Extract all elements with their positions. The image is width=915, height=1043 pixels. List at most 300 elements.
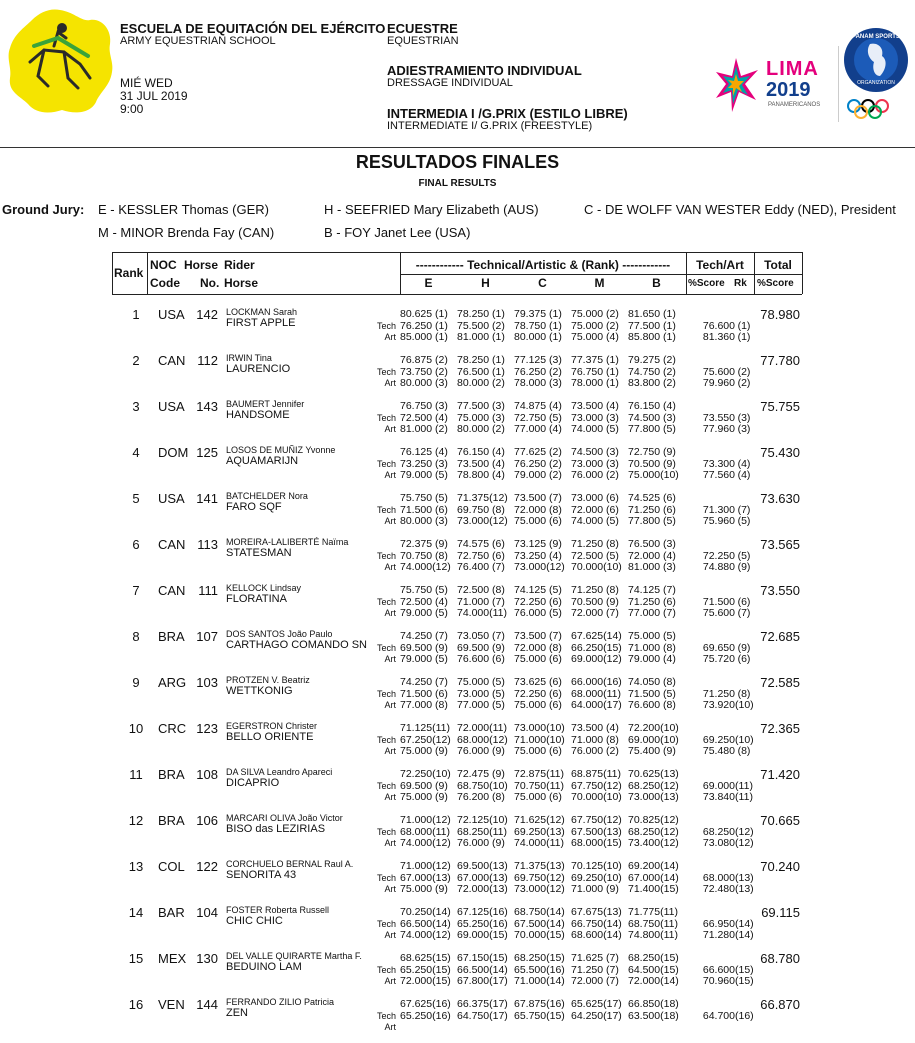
row-overall-score: 71.625 (7): [571, 952, 619, 964]
row-overall-score: 68.250(15): [514, 952, 565, 964]
row-tech-score: 73.500 (4): [457, 458, 505, 470]
row-art-label: Art: [384, 746, 396, 756]
row-overall-score: 74.125 (7): [628, 584, 676, 596]
row-art-pct: 77.560: [702, 469, 735, 481]
row-art-score: 73.000(12): [514, 883, 565, 895]
row-noc: BAR: [158, 905, 185, 920]
row-tech-score: 69.250(10): [571, 872, 622, 884]
row-art-score: 76.000 (2): [571, 745, 619, 757]
row-tech-score: 76.250 (2): [514, 366, 562, 378]
row-tech-rk: (2): [737, 366, 751, 378]
row-tech-pct: 66.600: [702, 964, 735, 976]
row-overall-score: 71.250 (8): [571, 538, 619, 550]
row-art-score: 77.800 (5): [628, 423, 676, 435]
lima-wordmark: LIMA: [766, 58, 819, 80]
session-time: 9:00: [120, 102, 144, 116]
col-total-pct: %Score: [757, 278, 794, 289]
row-horse-no: 108: [196, 767, 218, 782]
row-art-pct: 72.480: [702, 883, 735, 895]
row-art-rk: (3): [737, 423, 751, 435]
row-tech-score: 66.750(14): [571, 918, 622, 930]
row-art-label: Art: [384, 884, 396, 894]
row-tech-score: 71.000 (8): [571, 734, 619, 746]
row-horse: FARO SQF: [226, 501, 282, 513]
row-art-score: 80.000 (1): [514, 331, 562, 343]
row-tech-score: 68.000(12): [457, 734, 508, 746]
row-overall-score: 73.050 (7): [457, 630, 505, 642]
row-art-score: 76.000 (2): [571, 469, 619, 481]
row-art-score: 75.000 (4): [571, 331, 619, 343]
row-rank: 15: [128, 951, 144, 966]
row-tech-score: 70.750(11): [514, 780, 565, 792]
row-horse-no: 106: [196, 813, 218, 828]
row-horse-no: 107: [196, 629, 218, 644]
row-tech-score: 64.500(15): [628, 964, 679, 976]
row-art-pct: 77.960: [702, 423, 735, 435]
row-overall-score: 67.875(16): [514, 998, 565, 1010]
row-overall-score: 74.125 (5): [514, 584, 562, 596]
header-bottom-line: [112, 294, 802, 295]
row-overall-score: 68.875(11): [571, 768, 622, 780]
row-rank: 2: [132, 353, 140, 368]
row-overall-score: 72.475 (9): [457, 768, 505, 780]
table-row: [0, 583, 915, 629]
row-noc: CAN: [158, 583, 186, 598]
row-total: 73.630: [760, 491, 800, 506]
row-tech-score: 67.250(12): [400, 734, 451, 746]
row-art-rk: (1): [737, 331, 751, 343]
row-art-score: 74.000(12): [400, 929, 451, 941]
row-overall-score: 71.000(12): [400, 814, 451, 826]
row-tech-score: 65.500(16): [514, 964, 565, 976]
row-overall-score: 67.625(14): [571, 630, 622, 642]
sport-title: [387, 22, 459, 48]
row-rank: 16: [128, 997, 144, 1012]
row-overall-score: 78.250 (1): [457, 354, 505, 366]
row-art-score: 71.000(14): [514, 975, 565, 987]
row-tech-score: 71.500 (5): [628, 688, 676, 700]
row-tech-rk: (12): [735, 826, 754, 838]
row-overall-score: 74.500 (3): [571, 446, 619, 458]
row-art-score: 73.000(12): [514, 561, 565, 573]
row-overall-score: 72.250(10): [400, 768, 451, 780]
row-overall-score: 70.825(12): [628, 814, 679, 826]
row-tech-score: 69.500 (9): [457, 642, 505, 654]
row-art-score: 80.000 (3): [400, 515, 448, 527]
row-art-rk: (6): [737, 653, 751, 665]
row-art-score: 80.000 (2): [457, 423, 505, 435]
row-tech-pct: 76.600: [702, 320, 735, 332]
row-overall-score: 69.500(13): [457, 860, 508, 872]
row-horse-no: 103: [196, 675, 218, 690]
panam-sports-logo: [838, 26, 910, 126]
row-rider: CORCHUELO BERNAL Raul A.: [226, 859, 354, 869]
row-horse-no: 143: [196, 399, 218, 414]
row-total: 72.365: [760, 721, 800, 736]
row-overall-score: 76.150 (4): [457, 446, 505, 458]
row-noc: CRC: [158, 721, 187, 736]
row-art-score: 79.000 (5): [400, 607, 448, 619]
row-tech-score: 69.000(10): [628, 734, 679, 746]
row-art-pct: 79.960: [702, 377, 735, 389]
row-tech-score: 73.250 (4): [514, 550, 562, 562]
row-noc: USA: [158, 307, 185, 322]
row-art-score: 70.000(10): [571, 791, 622, 803]
test-title-block: [387, 107, 628, 133]
col-judge-b: B: [652, 276, 661, 290]
row-art-pct: 81.360: [702, 331, 735, 343]
row-tech-rk: (14): [735, 918, 754, 930]
row-overall-score: 67.750(12): [571, 814, 622, 826]
row-tech-score: 68.000(11): [571, 688, 622, 700]
header-right-edge: [802, 252, 803, 294]
row-art-score: 77.000 (4): [514, 423, 562, 435]
row-art-score: 79.000 (5): [400, 653, 448, 665]
row-tech-score: 71.250 (7): [571, 964, 619, 976]
row-tech-pct: 68.000: [702, 872, 735, 884]
row-art-score: 75.000 (9): [400, 791, 448, 803]
row-tech-score: 74.500 (3): [628, 412, 676, 424]
row-noc: BRA: [158, 813, 185, 828]
row-tech-label: Tech: [376, 781, 396, 791]
row-art-score: 76.000 (9): [457, 837, 505, 849]
row-tech-score: 69.500 (9): [400, 780, 448, 792]
jury-e: E - KESSLER Thomas (GER): [98, 202, 269, 217]
row-rank: 10: [128, 721, 144, 736]
row-art-score: 76.200 (8): [457, 791, 505, 803]
row-overall-score: 69.200(14): [628, 860, 679, 872]
row-art-label: Art: [384, 378, 396, 388]
row-art-score: 64.000(17): [571, 699, 622, 711]
sport-name: ECUESTRE: [387, 21, 458, 36]
row-horse: SENORITA 43: [226, 869, 297, 881]
row-overall-score: 71.375(12): [457, 492, 508, 504]
row-art-rk: (5): [737, 515, 751, 527]
row-tech-pct: 71.300: [702, 504, 735, 516]
row-tech-score: 73.000 (3): [571, 458, 619, 470]
row-tech-score: 71.000 (8): [628, 642, 676, 654]
row-tech-score: 72.000 (8): [514, 642, 562, 654]
table-row: [0, 767, 915, 813]
col-rank: Rank: [114, 266, 144, 280]
lima-2019-logo: [714, 56, 824, 114]
row-rank: 5: [132, 491, 140, 506]
row-art-label: Art: [384, 838, 396, 848]
row-overall-score: 72.125(10): [457, 814, 508, 826]
row-art-score: 77.000 (7): [628, 607, 676, 619]
row-tech-score: 75.000 (2): [571, 320, 619, 332]
row-overall-score: 76.150 (4): [628, 400, 676, 412]
lima-subtext: PANAMERICANOS: [768, 102, 821, 108]
row-overall-score: 78.250 (1): [457, 308, 505, 320]
row-art-score: 75.000 (6): [514, 515, 562, 527]
row-rider: LOSOS DE MUÑIZ Yvonne: [226, 445, 336, 455]
row-tech-score: 66.500(14): [400, 918, 451, 930]
row-art-score: 75.000 (6): [514, 791, 562, 803]
row-art-score: 73.400(12): [628, 837, 679, 849]
escuela-equitacion-logo: [4, 6, 116, 118]
row-tech-score: 73.250 (3): [400, 458, 448, 470]
row-tech-score: 68.250(11): [457, 826, 508, 838]
row-overall-score: 74.050 (8): [628, 676, 676, 688]
row-tech-score: 68.250(12): [628, 826, 679, 838]
row-overall-score: 65.625(17): [571, 998, 622, 1010]
row-overall-score: 72.375 (9): [400, 538, 448, 550]
row-overall-score: 71.625(12): [514, 814, 565, 826]
row-art-label: Art: [384, 516, 396, 526]
row-tech-score: 72.500 (4): [400, 596, 448, 608]
col-horse: Horse: [224, 276, 259, 290]
row-art-score: 76.600 (6): [457, 653, 505, 665]
row-art-pct: 73.840: [702, 791, 735, 803]
row-art-score: 72.000 (7): [571, 607, 619, 619]
row-tech-score: 67.500(14): [514, 918, 565, 930]
row-horse: STATESMAN: [226, 547, 292, 559]
row-overall-score: 72.875(11): [514, 768, 565, 780]
row-total: 71.420: [760, 767, 800, 782]
row-rider: BATCHELDER Nora: [226, 491, 308, 501]
row-tech-label: Tech: [376, 551, 396, 561]
panam-emblem-icon: [838, 26, 910, 126]
row-rider: BAUMERT Jennifer: [226, 399, 305, 409]
row-rider: PROTZEN V. Beatriz: [226, 675, 310, 685]
row-horse: BISO das LEZIRIAS: [226, 823, 326, 835]
row-horse: CHIC CHIC: [226, 915, 283, 927]
col-pct-score: %Score: [688, 278, 725, 289]
row-tech-pct: 69.650: [702, 642, 735, 654]
row-noc: BRA: [158, 629, 185, 644]
row-overall-score: 67.675(13): [571, 906, 622, 918]
row-tech-score: 75.500 (2): [457, 320, 505, 332]
row-horse-no: 125: [196, 445, 218, 460]
row-art-score: 77.000 (8): [400, 699, 448, 711]
row-tech-score: 65.250(16): [457, 918, 508, 930]
row-horse-no: 113: [197, 537, 218, 552]
row-art-score: 72.000(13): [457, 883, 508, 895]
row-tech-score: 67.000(13): [400, 872, 451, 884]
row-tech-rk: (15): [735, 964, 754, 976]
row-tech-rk: (9): [737, 642, 751, 654]
row-art-score: 75.000 (9): [400, 745, 448, 757]
row-tech-score: 73.000 (3): [571, 412, 619, 424]
row-overall-score: 71.775(11): [628, 906, 679, 918]
row-tech-rk: (7): [737, 504, 751, 516]
row-tech-score: 72.500 (4): [400, 412, 448, 424]
row-rank: 11: [129, 767, 143, 782]
row-horse: HANDSOME: [226, 409, 290, 421]
row-tech-label: Tech: [376, 367, 396, 377]
col-total: Total: [764, 258, 792, 272]
sport-name-en: EQUESTRIAN: [387, 35, 459, 47]
row-art-rk: (7): [737, 607, 751, 619]
row-tech-score: 77.500 (1): [628, 320, 676, 332]
row-tech-pct: 75.600: [702, 366, 735, 378]
row-art-score: 76.400 (7): [457, 561, 505, 573]
row-overall-score: 73.000(10): [514, 722, 565, 734]
row-art-score: 70.000(15): [514, 929, 565, 941]
row-overall-score: 74.575 (6): [457, 538, 505, 550]
row-overall-score: 72.750 (9): [628, 446, 676, 458]
row-art-score: 80.000 (2): [457, 377, 505, 389]
row-art-rk: (13): [735, 883, 754, 895]
row-overall-score: 71.000(12): [400, 860, 451, 872]
session-datetime: [120, 77, 188, 116]
col-judge-h: H: [481, 276, 490, 290]
row-overall-score: 76.875 (2): [400, 354, 448, 366]
row-noc: COL: [158, 859, 185, 874]
col-tech-art: Tech/Art: [696, 258, 744, 272]
row-art-label: Art: [384, 332, 396, 342]
col-code: Code: [150, 276, 180, 290]
row-art-score: 74.000(12): [400, 561, 451, 573]
row-art-rk: (2): [737, 377, 751, 389]
row-tech-score: 70.500 (9): [628, 458, 676, 470]
row-overall-score: 71.375(13): [514, 860, 565, 872]
row-rider: MARCARI OLIVA João Victor: [226, 813, 343, 823]
row-horse-no: 112: [197, 353, 218, 368]
row-art-rk: (8): [737, 745, 751, 757]
row-art-rk: (9): [737, 561, 751, 573]
row-tech-label: Tech: [376, 1011, 396, 1021]
row-overall-score: 68.625(15): [400, 952, 451, 964]
jury-b: B - FOY Janet Lee (USA): [324, 225, 471, 240]
session-date: 31 JUL 2019: [120, 89, 188, 103]
row-overall-score: 71.250 (8): [571, 584, 619, 596]
row-art-pct: 71.280: [702, 929, 735, 941]
row-tech-rk: (6): [737, 596, 751, 608]
header-left-edge: [112, 252, 113, 294]
row-tech-score: 69.750(12): [514, 872, 565, 884]
row-noc: BRA: [158, 767, 185, 782]
header-mid-line: [400, 274, 802, 275]
row-rider: IRWIN Tina: [226, 353, 272, 363]
row-art-score: 78.000 (3): [514, 377, 562, 389]
row-tech-score: 71.250 (6): [628, 504, 676, 516]
table-row: [0, 813, 915, 859]
row-overall-score: 75.000 (5): [628, 630, 676, 642]
row-art-score: 81.000 (1): [457, 331, 505, 343]
row-tech-score: 66.250(15): [571, 642, 622, 654]
row-art-label: Art: [384, 654, 396, 664]
row-tech-pct: 66.950: [702, 918, 735, 930]
row-art-pct: 75.480: [702, 745, 735, 757]
row-art-score: 77.800 (5): [628, 515, 676, 527]
row-tech-score: 72.750 (5): [514, 412, 562, 424]
row-art-rk: (10): [735, 699, 754, 711]
row-rank: 12: [128, 813, 144, 828]
row-horse-no: 130: [196, 951, 218, 966]
row-art-score: 77.000 (5): [457, 699, 505, 711]
row-art-pct: 73.080: [702, 837, 735, 849]
row-art-score: 74.000(11): [514, 837, 565, 849]
row-art-score: 79.000 (5): [400, 469, 448, 481]
row-noc: ARG: [158, 675, 187, 690]
row-art-score: 74.000(11): [457, 607, 508, 619]
session-day: MIÉ WED: [120, 76, 173, 90]
row-rank: 4: [132, 445, 140, 460]
row-tech-score: 68.750(10): [457, 780, 508, 792]
row-total: 73.550: [760, 583, 800, 598]
row-horse: WETTKONIG: [226, 685, 293, 697]
row-art-score: 71.000 (9): [571, 883, 619, 895]
row-art-rk: (14): [735, 929, 754, 941]
row-tech-pct: 72.250: [702, 550, 735, 562]
row-overall-score: 74.875 (4): [514, 400, 562, 412]
row-art-score: 69.000(15): [457, 929, 508, 941]
col-noc: NOC: [150, 258, 177, 272]
row-horse-no: 144: [196, 997, 218, 1012]
row-art-score: 72.000 (7): [571, 975, 619, 987]
panam-subtext: ORGANIZATION: [857, 80, 895, 86]
row-overall-score: 67.150(15): [457, 952, 508, 964]
row-tech-score: 76.250 (1): [400, 320, 448, 332]
row-tech-score: 76.750 (1): [571, 366, 619, 378]
row-tech-label: Tech: [376, 643, 396, 653]
row-tech-pct: 73.550: [702, 412, 735, 424]
row-overall-score: 73.500 (4): [571, 400, 619, 412]
row-art-score: 79.000 (4): [628, 653, 676, 665]
row-art-score: 76.000 (5): [514, 607, 562, 619]
row-overall-score: 68.250(15): [628, 952, 679, 964]
col-horse-no-2: No.: [200, 276, 220, 290]
row-tech-pct: 68.250: [702, 826, 735, 838]
row-rank: 7: [132, 583, 140, 598]
col-judge-m: M: [594, 276, 605, 290]
row-tech-score: 71.500 (6): [400, 688, 448, 700]
row-total: 75.755: [760, 399, 800, 414]
row-tech-label: Tech: [376, 873, 396, 883]
row-overall-score: 76.500 (3): [628, 538, 676, 550]
row-overall-score: 68.750(14): [514, 906, 565, 918]
row-art-score: 73.000(13): [628, 791, 679, 803]
row-overall-score: 74.250 (7): [400, 676, 448, 688]
row-art-label: Art: [384, 700, 396, 710]
row-art-score: 76.000 (9): [457, 745, 505, 757]
row-tech-label: Tech: [376, 597, 396, 607]
table-row: [0, 537, 915, 583]
row-tech-rk: (5): [737, 550, 751, 562]
row-noc: MEX: [158, 951, 187, 966]
row-art-score: 85.800 (1): [628, 331, 676, 343]
row-tech-score: 64.250(17): [571, 1010, 622, 1022]
row-art-score: 80.000 (3): [400, 377, 448, 389]
row-overall-score: 70.625(13): [628, 768, 679, 780]
table-row: [0, 951, 915, 997]
row-tech-score: 72.000 (4): [628, 550, 676, 562]
row-noc: USA: [158, 399, 185, 414]
row-total: 72.685: [760, 629, 800, 644]
row-tech-score: 65.250(16): [400, 1010, 451, 1022]
row-rank: 3: [132, 399, 140, 414]
row-art-label: Art: [384, 424, 396, 434]
row-art-score: 74.800(11): [628, 929, 679, 941]
row-overall-score: 79.375 (1): [514, 308, 562, 320]
row-art-pct: 70.960: [702, 975, 735, 987]
row-horse-no: 142: [196, 307, 218, 322]
row-tech-label: Tech: [376, 965, 396, 975]
table-row: [0, 445, 915, 491]
table-row: [0, 675, 915, 721]
row-horse-no: 104: [196, 905, 218, 920]
row-overall-score: 72.200(10): [628, 722, 679, 734]
row-total: 78.980: [760, 307, 800, 322]
table-row: [0, 905, 915, 951]
row-horse: FLORATINA: [226, 593, 287, 605]
row-art-score: 67.800(17): [457, 975, 508, 987]
row-tech-rk: (4): [737, 458, 751, 470]
row-rank: 14: [128, 905, 144, 920]
row-rank: 6: [132, 537, 140, 552]
